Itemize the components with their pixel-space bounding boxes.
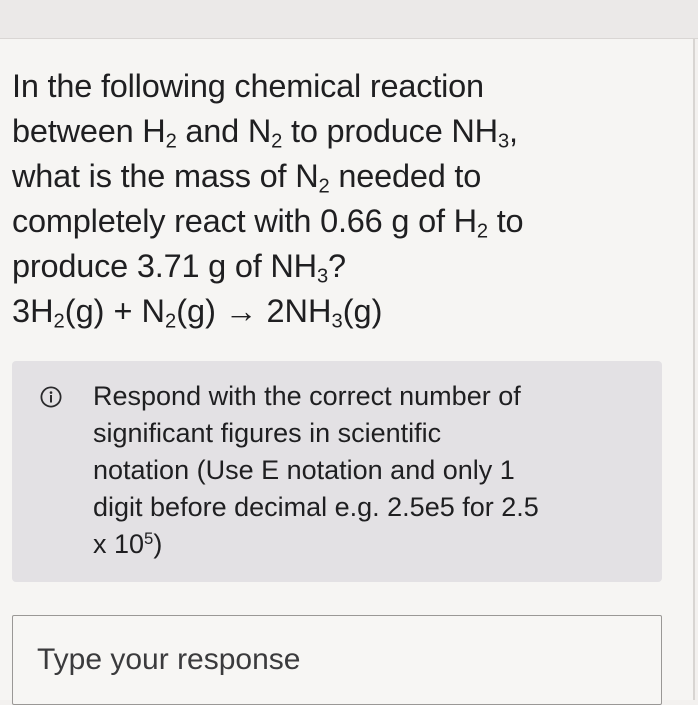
question-text bbox=[12, 64, 682, 289]
subscript: 2 bbox=[271, 130, 283, 153]
info-hint-box bbox=[12, 361, 662, 582]
info-line: x $10^5$) bbox=[93, 528, 163, 559]
subscript: 2 bbox=[318, 175, 330, 198]
question-line: what is the mass of $N_2$ needed to bbox=[12, 158, 482, 198]
subscript: 2 bbox=[164, 310, 177, 333]
question-line: completely react with 0.66 g of $H_2$ to bbox=[12, 203, 524, 243]
superscript: 5 bbox=[144, 528, 154, 548]
response-placeholder: Type your response bbox=[37, 643, 301, 676]
response-input[interactable] bbox=[12, 615, 662, 705]
question-line: In the following chemical reaction bbox=[12, 68, 484, 104]
subscript: 2 bbox=[165, 130, 177, 153]
question-line: between $H_2$ and $N_2$ to produce $NH_3$, bbox=[12, 113, 518, 153]
subscript: 3 bbox=[497, 130, 509, 153]
info-line: digit before decimal e.g. 2.5e5 for 2.5 bbox=[93, 492, 539, 522]
top-band bbox=[0, 0, 698, 39]
question-line: produce 3.71 g of $NH_3$? bbox=[12, 248, 346, 288]
info-circle-icon bbox=[40, 386, 62, 408]
subscript: 3 bbox=[331, 310, 343, 333]
subscript: 2 bbox=[53, 310, 65, 333]
chemical-equation: $3H_2(g) + N_2(g) \to 2NH_3(g)$ bbox=[12, 293, 383, 333]
subscript: 2 bbox=[476, 220, 488, 243]
info-hint-text bbox=[93, 378, 653, 563]
info-line: Respond with the correct number of bbox=[93, 381, 521, 411]
info-line: significant figures in scientific bbox=[93, 418, 442, 448]
info-line: notation (Use E notation and only 1 bbox=[93, 455, 515, 485]
subscript: 3 bbox=[316, 265, 328, 288]
